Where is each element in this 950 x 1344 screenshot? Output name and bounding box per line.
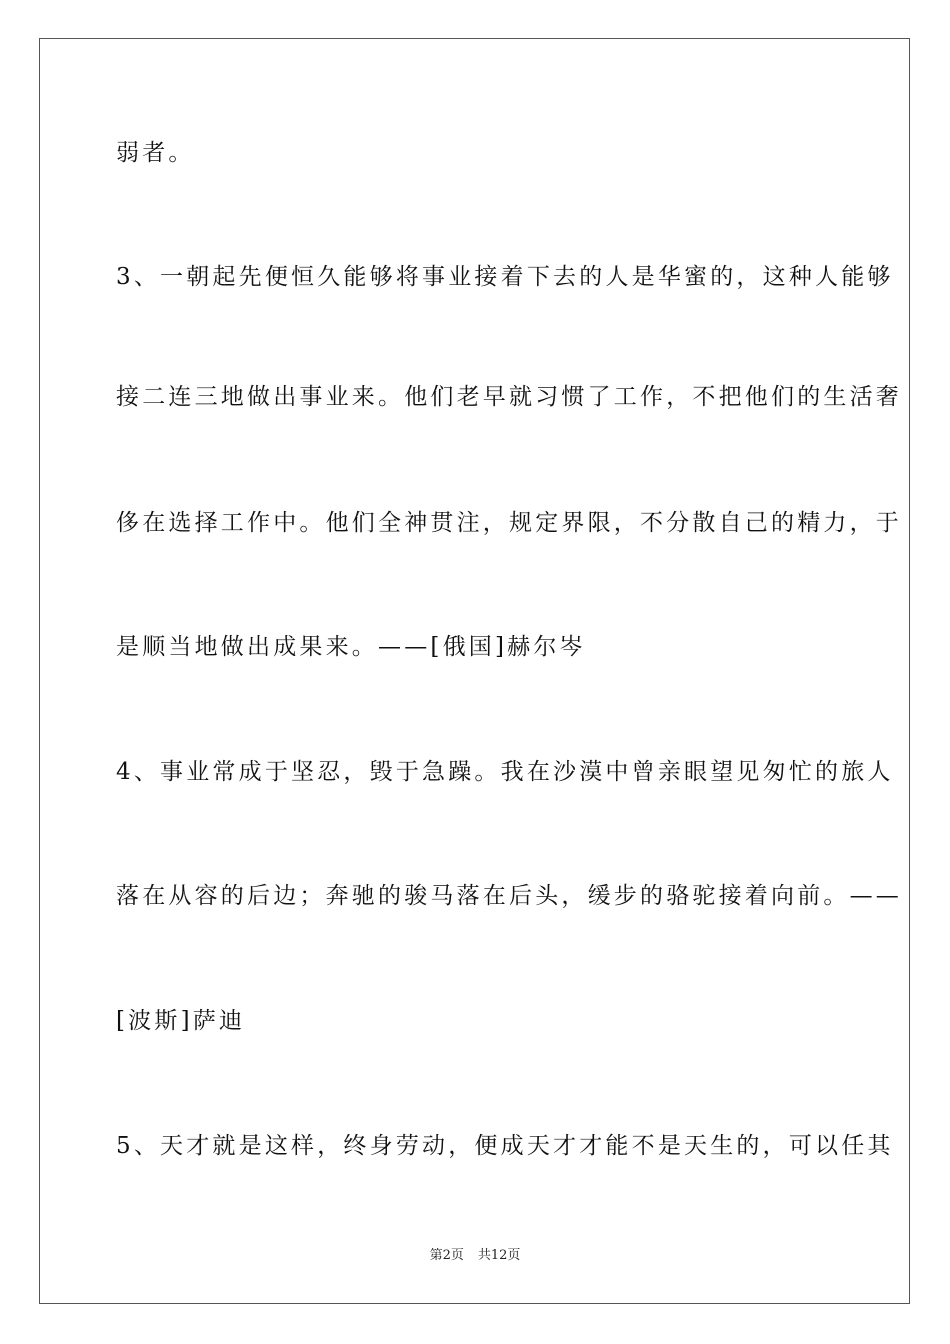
text-line: 侈在选择工作中。他们全神贯注，规定界限，不分散自己的精力，于 xyxy=(116,510,902,536)
text-line: 落在从容的后边；奔驰的骏马落在后头，缓步的骆驼接着向前。—— xyxy=(116,883,902,909)
page-border xyxy=(39,38,910,1304)
text-line: 5、天才就是这样，终身劳动，便成天才才能不是天生的，可以任其 xyxy=(116,1133,894,1159)
text-line: 4、事业常成于坚忍，毁于急躁。我在沙漠中曾亲眼望见匆忙的旅人 xyxy=(116,759,894,785)
page-footer xyxy=(0,1247,950,1265)
text-line: 接二连三地做出事业来。他们老早就习惯了工作，不把他们的生活奢 xyxy=(116,384,902,410)
text-line: 是顺当地做出成果来。——[俄国]赫尔岑 xyxy=(116,634,586,660)
text-line: 弱者。 xyxy=(116,140,195,166)
page-total: 共12页 xyxy=(477,1248,521,1263)
text-line: [波斯]萨迪 xyxy=(116,1008,246,1034)
text-line: 3、一朝起先便恒久能够将事业接着下去的人是华蜜的，这种人能够 xyxy=(116,264,894,290)
page-number: 第2页 xyxy=(429,1248,464,1263)
